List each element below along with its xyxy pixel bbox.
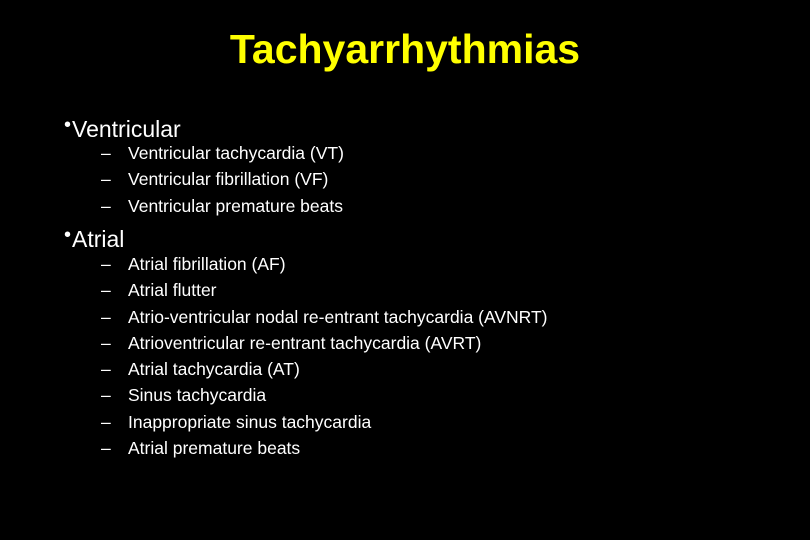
list-item: [101, 251, 548, 277]
dash-icon: –: [101, 169, 111, 190]
section-heading-ventricular: [64, 110, 181, 144]
list-item-text: Atrial flutter: [128, 280, 217, 301]
list-item: [101, 435, 548, 461]
dash-icon: –: [101, 254, 111, 274]
list-item-text: Ventricular fibrillation (VF): [128, 169, 329, 190]
section-heading-atrial: [64, 220, 124, 254]
list-item: [101, 193, 344, 219]
atrial-list: [101, 251, 548, 461]
list-item-text: Atrio-ventricular nodal re-entrant tachycardia (AVNRT): [128, 306, 548, 327]
dash-icon: –: [101, 438, 111, 459]
section-label: Ventricular: [72, 116, 181, 142]
list-item: [101, 330, 548, 356]
list-item: [101, 382, 548, 408]
list-item: [101, 409, 548, 435]
list-item: [101, 277, 548, 303]
bullet-icon: •: [64, 224, 72, 246]
list-item-text: Inappropriate sinus tachycardia: [128, 411, 372, 432]
list-item: [101, 356, 548, 382]
slide-title: Tachyarrhythmias: [229, 26, 581, 72]
list-item-text: Ventricular premature beats: [128, 195, 343, 216]
list-item-text: Sinus tachycardia: [128, 385, 267, 406]
dash-icon: –: [101, 280, 111, 301]
dash-icon: –: [101, 195, 111, 216]
ventricular-list: [101, 140, 344, 219]
list-item-text: Atrioventricular re-entrant tachycardia (AVRT): [128, 332, 482, 353]
list-item: [101, 304, 548, 330]
list-item: [101, 140, 344, 166]
list-item-text: Atrial premature beats: [128, 438, 301, 459]
dash-icon: –: [101, 385, 111, 406]
dash-icon: –: [101, 143, 111, 163]
list-item: [101, 166, 344, 192]
dash-icon: –: [101, 332, 111, 353]
dash-icon: –: [101, 411, 111, 432]
list-item-text: Atrial tachycardia (AT): [128, 359, 300, 380]
dash-icon: –: [101, 306, 111, 327]
list-item-text: Atrial fibrillation (AF): [128, 254, 286, 274]
dash-icon: –: [101, 359, 111, 380]
section-label: Atrial: [72, 226, 125, 252]
list-item-text: Ventricular tachycardia (VT): [128, 143, 344, 163]
bullet-icon: •: [64, 114, 72, 136]
